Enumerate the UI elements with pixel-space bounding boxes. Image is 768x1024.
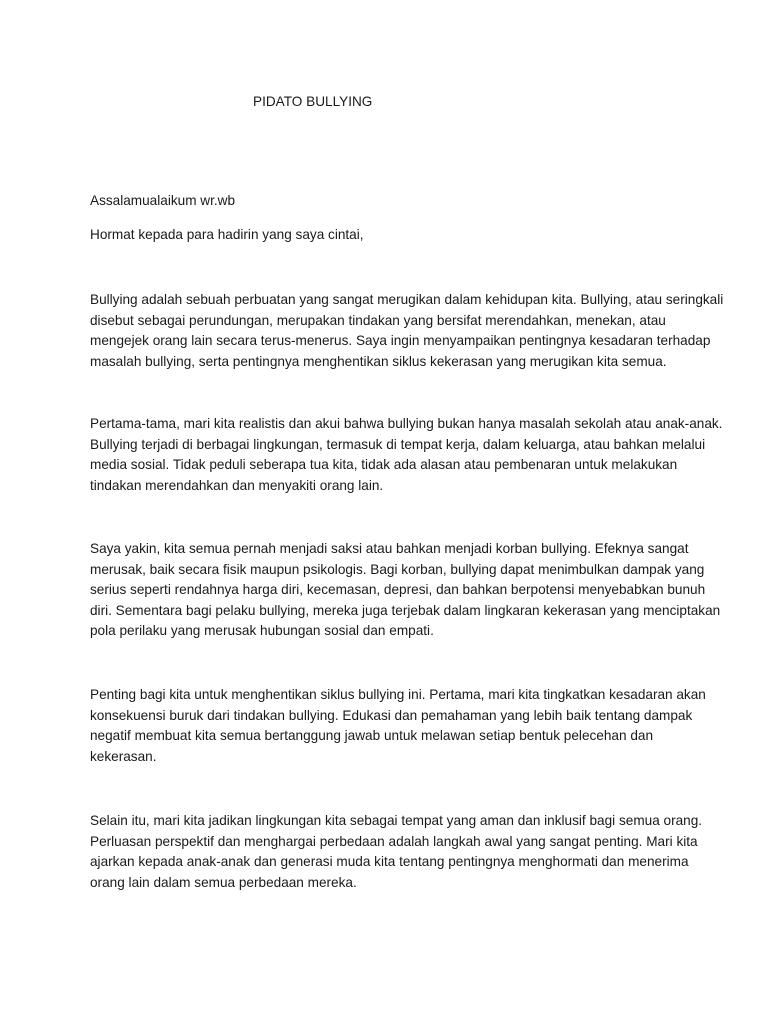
document-title: PIDATO BULLYING — [253, 94, 373, 109]
paragraph-line: ajarkan kepada anak-anak dan generasi muda kita tentang pentingnya menghormati dan menerima — [90, 854, 689, 870]
paragraph-line: merusak, baik secara fisik maupun psikologis. Bagi korban, bullying dapat menimbulkan dampak yang — [90, 561, 705, 577]
paragraph-line: masalah bullying, serta pentingnya menghentikan siklus kekerasan yang merugikan kita semua. — [90, 353, 667, 369]
paragraph-2 — [90, 414, 723, 496]
paragraph-1 — [90, 290, 724, 372]
paragraph-line: konsekuensi buruk dari tindakan bullying. Edukasi dan pemahaman yang lebih baik tentang dampak — [90, 707, 693, 723]
paragraph-line: pola perilaku yang merusak hubungan sosial dan empati. — [90, 623, 434, 639]
paragraph-line: Bullying adalah sebuah perbuatan yang sangat merugikan dalam kehidupan kita. Bullying, atau seringkali — [90, 292, 724, 307]
greeting-line: Assalamualaikum wr.wb — [90, 193, 236, 208]
paragraph-line: orang lain dalam semua perbedaan mereka. — [90, 874, 357, 890]
paragraph-line: negatif membuat kita semua bertanggung jawab untuk melawan setiap bentuk pelecehan dan — [90, 728, 654, 744]
paragraph-line: Pertama-tama, mari kita realistis dan akui bahwa bullying bukan hanya masalah sekolah atau anak-anak. — [90, 416, 723, 431]
paragraph-line: Selain itu, mari kita jadikan lingkungan kita sebagai tempat yang aman dan inklusif bagi semua orang. — [90, 813, 703, 828]
paragraph-line: media sosial. Tidak peduli seberapa tua kita, tidak ada alasan atau pembenaran untuk melakukan — [90, 457, 678, 473]
paragraph-line: diri. Sementara bagi pelaku bullying, mereka juga terjebak dalam lingkaran kekerasan yang menciptakan — [90, 602, 721, 618]
paragraph-4 — [90, 685, 706, 767]
paragraph-line: mengejek orang lain secara terus-menerus. Saya ingin menyampaikan pentingnya kesadaran terhadap — [90, 333, 711, 349]
paragraph-line: Bullying terjadi di berbagai lingkungan, termasuk di tempat kerja, dalam keluarga, atau bahkan melalui — [90, 436, 706, 452]
paragraph-line: Penting bagi kita untuk menghentikan siklus bullying ini. Pertama, mari kita tingkatkan kesadaran akan — [90, 687, 706, 702]
paragraph-line: tindakan merendahkan dan menyakiti orang lain. — [90, 477, 384, 493]
paragraph-line: serius seperti rendahnya harga diri, kecemasan, depresi, dan bahkan berpotensi menyebabkan bunuh — [90, 582, 706, 598]
salutation-line: Hormat kepada para hadirin yang saya cintai, — [90, 227, 364, 242]
paragraph-line: Saya yakin, kita semua pernah menjadi saksi atau bahkan menjadi korban bullying. Efeknya sangat — [90, 541, 689, 556]
paragraph-line: Perluasan perspektif dan menghargai perbedaan adalah langkah awal yang sangat penting. Mari kita — [90, 833, 698, 849]
paragraph-line: disebut sebagai perundungan, merupakan tindakan yang bersifat merendahkan, menekan, atau — [90, 312, 666, 328]
paragraph-3 — [90, 539, 721, 642]
paragraph-5 — [90, 811, 703, 893]
paragraph-line: kekerasan. — [90, 748, 157, 764]
